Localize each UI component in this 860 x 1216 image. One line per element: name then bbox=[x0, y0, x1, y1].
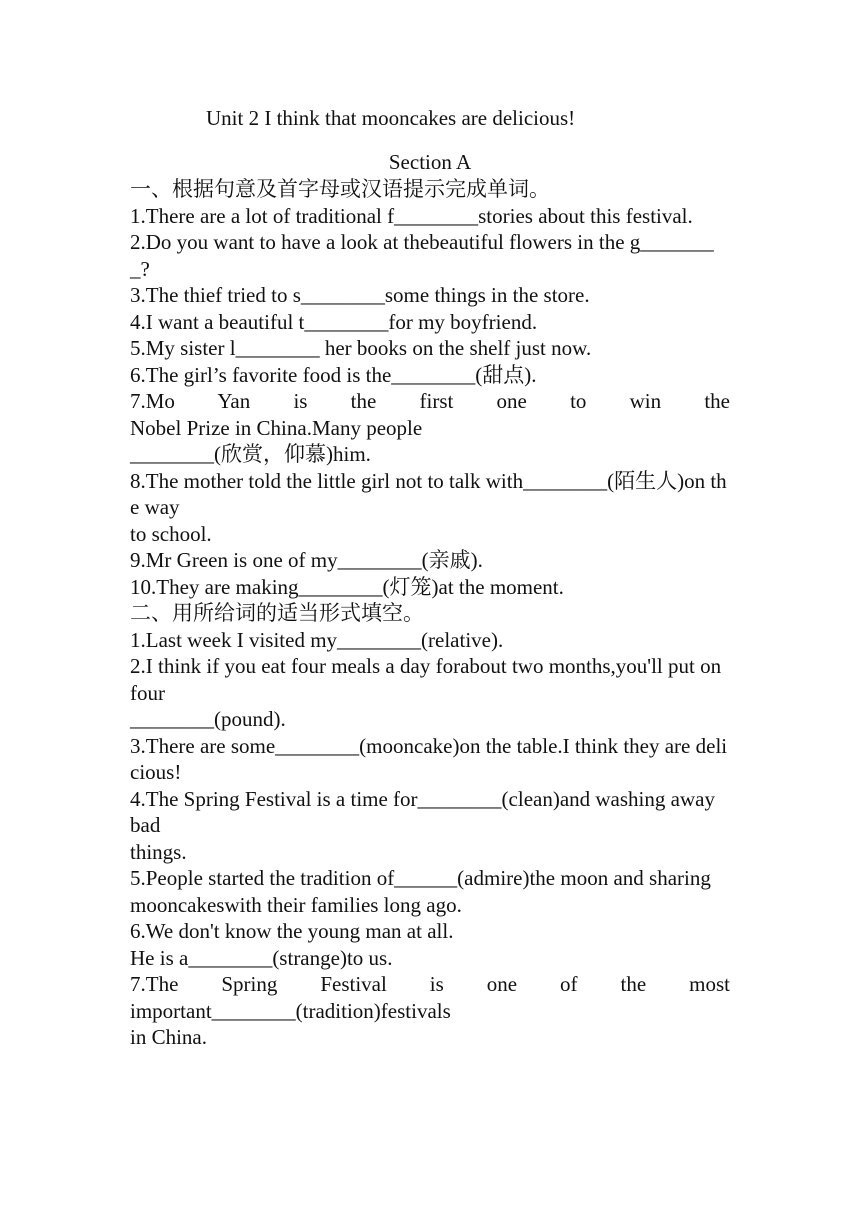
exercise-item: 4.I want a beautiful t________for my boyfriend. bbox=[130, 309, 538, 334]
exercise-item: 2.I think if you eat four meals a day forabout two months,you'll put on four bbox=[130, 654, 722, 705]
exercise-item: 1.There are a lot of traditional f________stories about this festival. bbox=[130, 203, 693, 228]
exercise-item: 2.Do you want to have a look at thebeautiful flowers in the g________? bbox=[130, 230, 714, 281]
section-title: Section A bbox=[388, 150, 472, 174]
exercise-item: 8.The mother told the little girl not to talk with________(陌生人)on the way bbox=[130, 468, 727, 519]
exercise-item-continued: in China. bbox=[130, 1025, 207, 1049]
exercise-item: 9.Mr Green is one of my________(亲戚). bbox=[130, 548, 483, 572]
exercise-item: 5.People started the tradition of______(admire)the moon and sharing mooncakeswith their families long ago. bbox=[130, 866, 711, 917]
exercise-item: 7.The Spring Festival is one of the most bbox=[130, 972, 730, 996]
exercise-item: 6.We don't know the young man at all. bbox=[130, 919, 454, 943]
exercise-item: 6.The girl’s favorite food is the________(甜点). bbox=[130, 362, 537, 387]
exercise-item: 10.They are making________(灯笼)at the moment. bbox=[130, 574, 564, 599]
part2-heading: 二、用所给词的适当形式填空。 bbox=[130, 601, 424, 625]
exercise-item-continued: ________(欣赏，仰慕)him. bbox=[130, 442, 371, 466]
exercise-item: 3.There are some________(mooncake)on the table.I think they are delicious! bbox=[130, 733, 728, 784]
exercise-item-continued: ________(pound). bbox=[130, 707, 286, 731]
exercise-item: 7.Mo Yan is the first one to win the bbox=[130, 389, 730, 413]
exercise-item: 1.Last week I visited my________(relative). bbox=[130, 627, 504, 652]
part1-heading: 一、根据句意及首字母或汉语提示完成单词。 bbox=[130, 177, 550, 201]
exercise-item-continued: to school. bbox=[130, 521, 212, 546]
exercise-item-continued: He is a________(strange)to us. bbox=[130, 945, 393, 970]
exercise-item-continued: Nobel Prize in China.Many people bbox=[130, 415, 423, 440]
worksheet-body bbox=[130, 148, 730, 1051]
document-title: Unit 2 I think that mooncakes are delicious! bbox=[206, 106, 576, 130]
exercise-item: 4.The Spring Festival is a time for________(clean)and washing away bad bbox=[130, 786, 715, 837]
exercise-item: 3.The thief tried to s________some things in the store. bbox=[130, 283, 590, 307]
exercise-item-continued: important________(tradition)festivals bbox=[130, 998, 451, 1023]
exercise-item: 5.My sister l________ her books on the shelf just now. bbox=[130, 336, 592, 360]
exercise-item-continued: things. bbox=[130, 839, 187, 864]
